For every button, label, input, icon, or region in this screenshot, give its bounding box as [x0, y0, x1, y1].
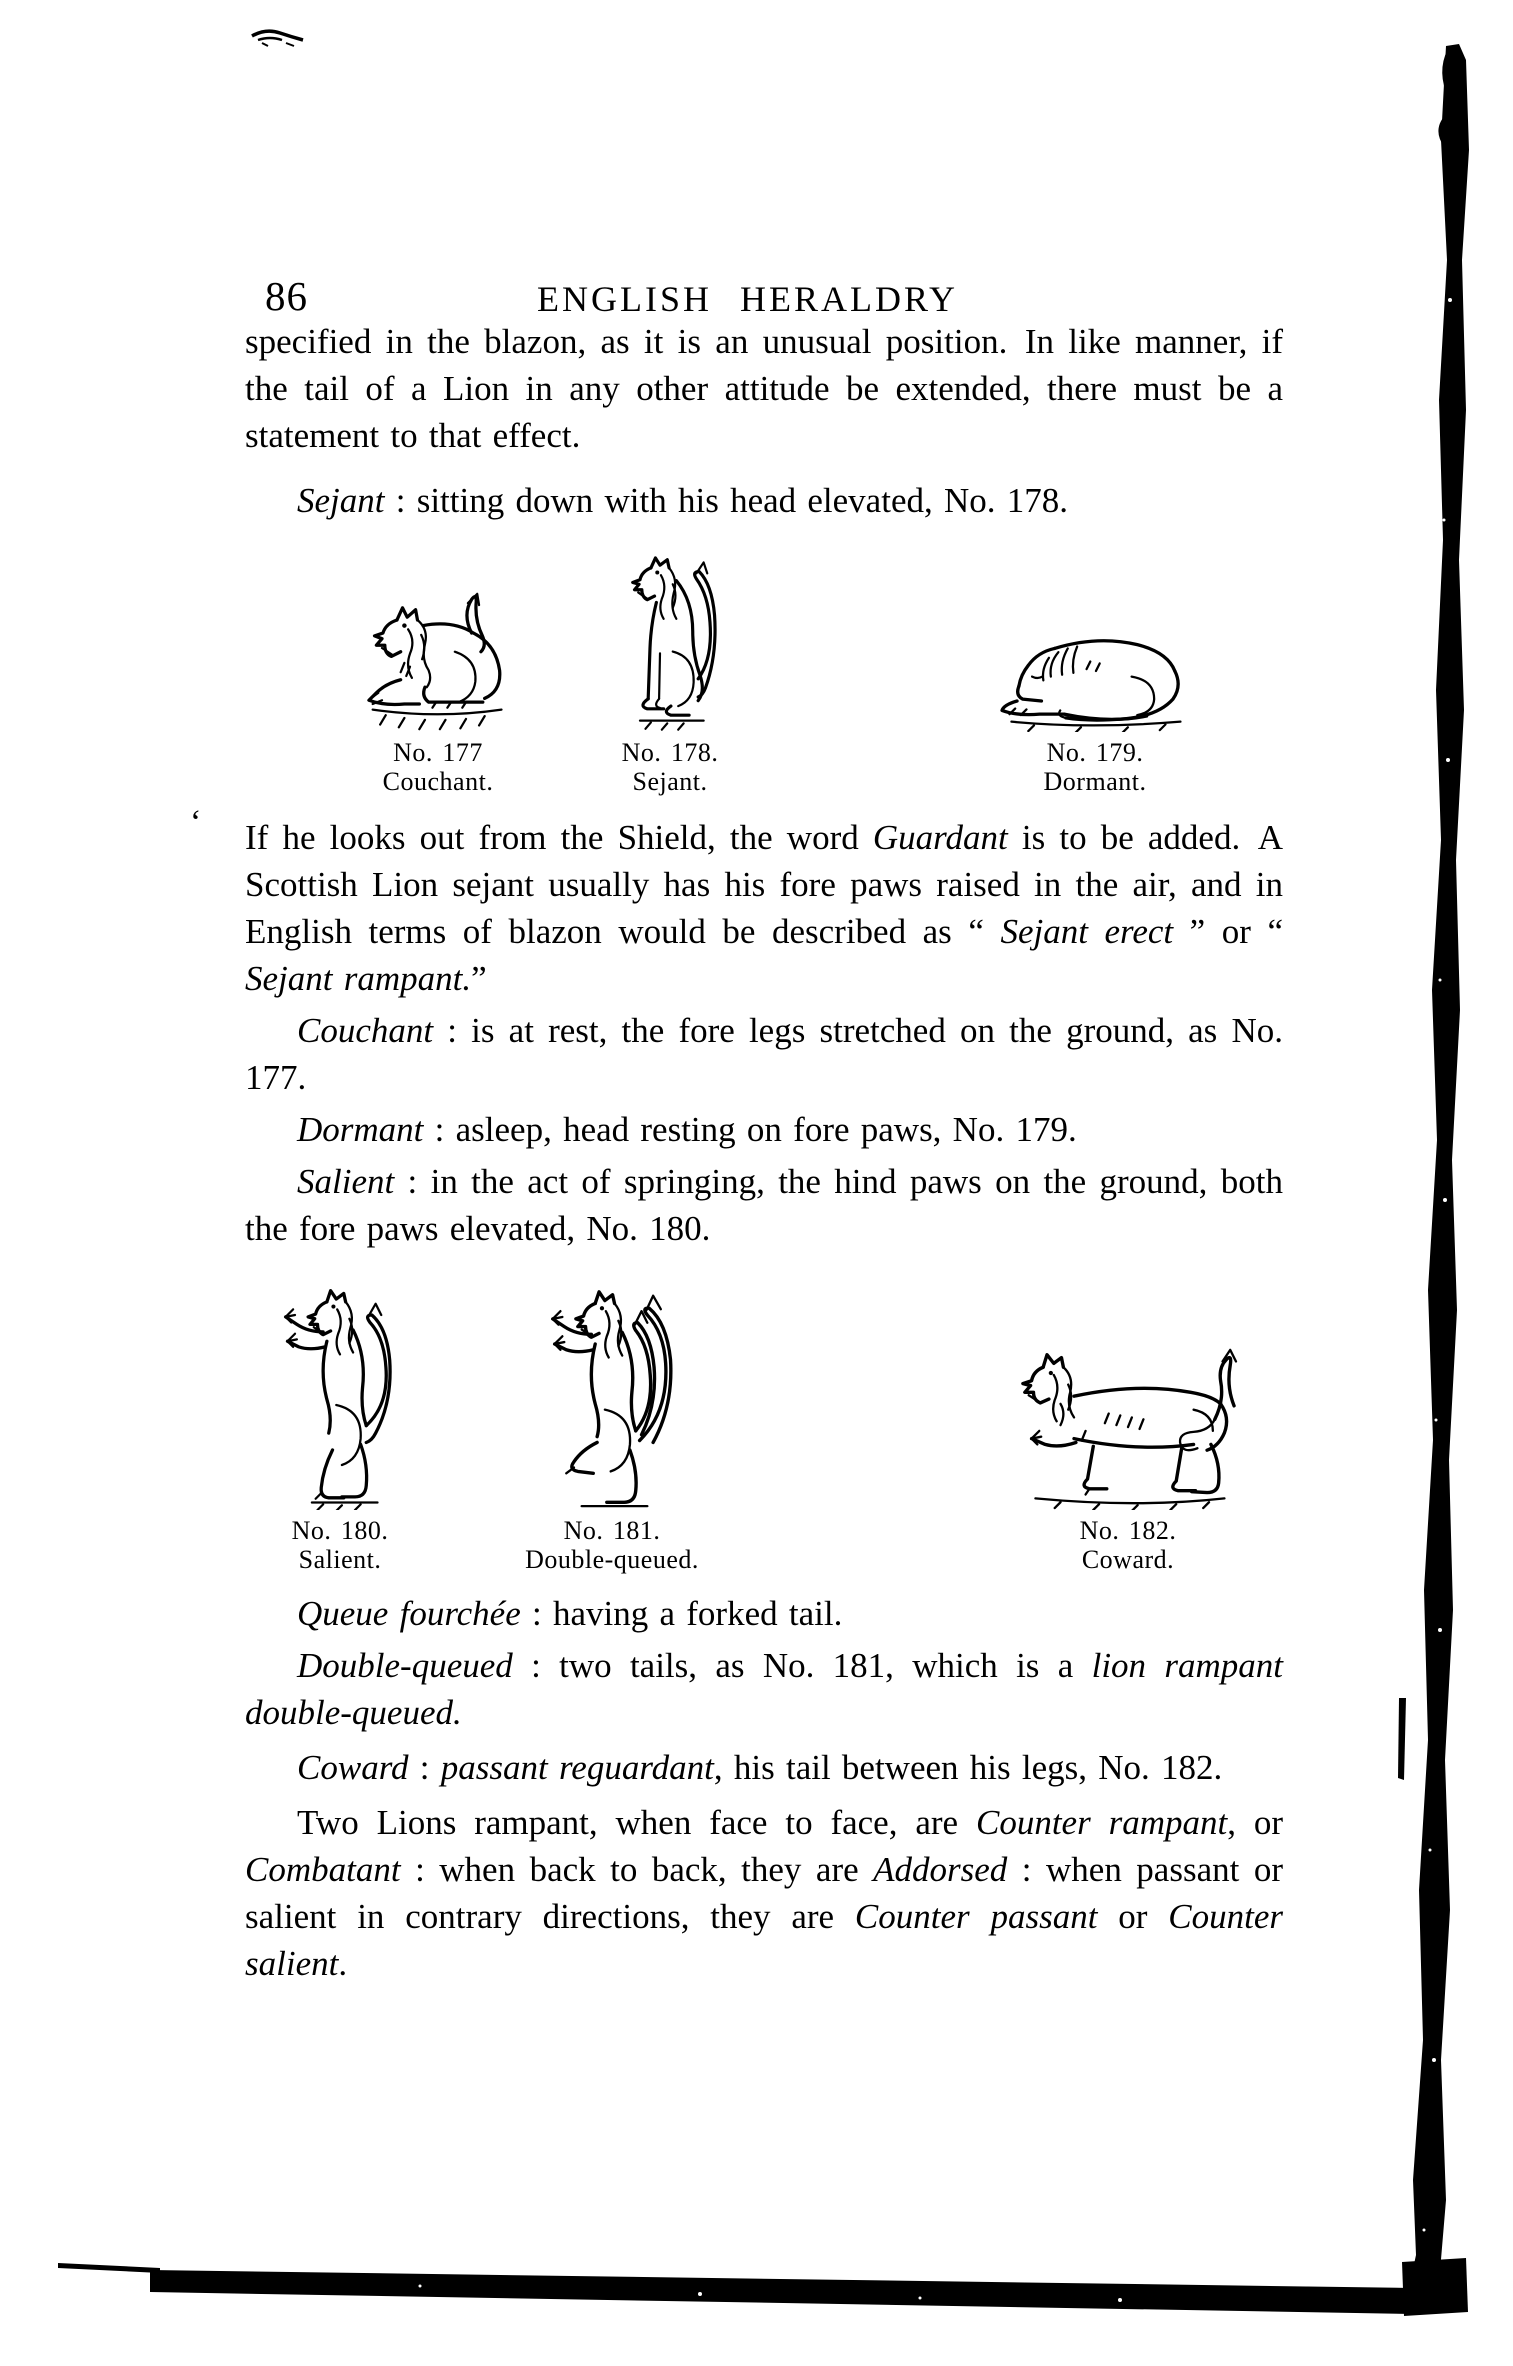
figure-salient: [273, 1285, 408, 1574]
figure-caption-number: No. 178.: [621, 738, 719, 767]
figure-coward: [993, 1346, 1263, 1574]
figure-caption-label: Coward.: [1081, 1545, 1175, 1574]
figure-caption-label: Double-queued.: [525, 1545, 699, 1574]
figure-dormant: [995, 624, 1195, 796]
figure-caption-label: Couchant.: [382, 767, 494, 796]
lion-couchant-illustration: [363, 592, 513, 732]
lion-double-queued-illustration: [540, 1288, 685, 1510]
paragraph-dormant: Dormant : asleep, head resting on fore paws, No. 179.: [297, 1110, 1077, 1149]
figure-caption-label: Sejant.: [632, 767, 708, 796]
paragraph-double-queued: Double-queued : two tails, as No. 181, which is a lion rampant double-queued.: [245, 1646, 1283, 1732]
paragraph-queue-fourchee: Queue fourchée : having a forked tail.: [297, 1594, 843, 1633]
text-column: [245, 318, 1283, 1987]
right-binding-band: [1398, 44, 1469, 2295]
figure-sejant: [620, 552, 720, 796]
lion-coward-illustration: [993, 1346, 1263, 1510]
figure-caption: [273, 1516, 408, 1574]
figure-caption-label: Salient.: [298, 1545, 382, 1574]
paragraph-sejant: Sejant : sitting down with his head elevated, No. 178.: [297, 481, 1069, 520]
paragraph-guardant: If he looks out from the Shield, the word Guardant is to be added. A Scottish Lion sejant usually has his fore paws raised in the air, and in English terms of blazon would be described as “ Sejant erect ” or “ Sejant rampant.”: [245, 818, 1283, 998]
lion-salient-illustration: [273, 1285, 408, 1510]
figure-row-1: [245, 544, 1283, 796]
figure-caption: [525, 1516, 699, 1574]
figure-couchant: [363, 592, 513, 796]
lion-dormant-illustration: [995, 624, 1195, 732]
figure-caption-number: No. 181.: [563, 1516, 661, 1545]
page-number: 86: [265, 273, 308, 319]
stray-ink-mark: ‘: [190, 804, 202, 841]
paragraph-couchant: Couchant : is at rest, the fore legs stretched on the ground, as No. 177.: [245, 1011, 1283, 1097]
figure-caption-number: No. 179.: [1046, 738, 1144, 767]
stray-squiggle-mark: [252, 31, 303, 46]
bottom-edge-bar: [58, 2258, 1468, 2316]
figure-caption: [995, 738, 1195, 796]
figure-caption-number: No. 180.: [291, 1516, 389, 1545]
paragraph-coward: Coward : passant reguardant, his tail between his legs, No. 182.: [297, 1748, 1223, 1787]
figure-caption: [363, 738, 513, 796]
page-header-title: ENGLISH HERALDRY: [537, 279, 958, 319]
paragraph-counter-attitudes: Two Lions rampant, when face to face, are Counter rampant, or Combatant : when back to back, they are Addorsed : when passant or salient in contrary directions, they are Counter passant or Counter salient.: [245, 1803, 1283, 1983]
paragraph-salient: Salient : in the act of springing, the hind paws on the ground, both the fore paws elevated, No. 180.: [245, 1162, 1283, 1248]
figure-row-2: [245, 1254, 1283, 1574]
paragraph-attitude-intro: specified in the blazon, as it is an unusual position. In like manner, if the tail of a Lion in any other attitude be extended, there must be a statement to that effect.: [245, 322, 1283, 455]
figure-caption: [993, 1516, 1263, 1574]
lion-sejant-illustration: [620, 552, 720, 732]
band-speckles: [1423, 298, 1453, 2232]
figure-caption-label: Dormant.: [1043, 767, 1147, 796]
figure-caption: [620, 738, 720, 796]
figure-caption-number: No. 182.: [1079, 1516, 1177, 1545]
figure-double-queued: [525, 1288, 699, 1574]
figure-caption-number: No. 177: [393, 738, 483, 767]
